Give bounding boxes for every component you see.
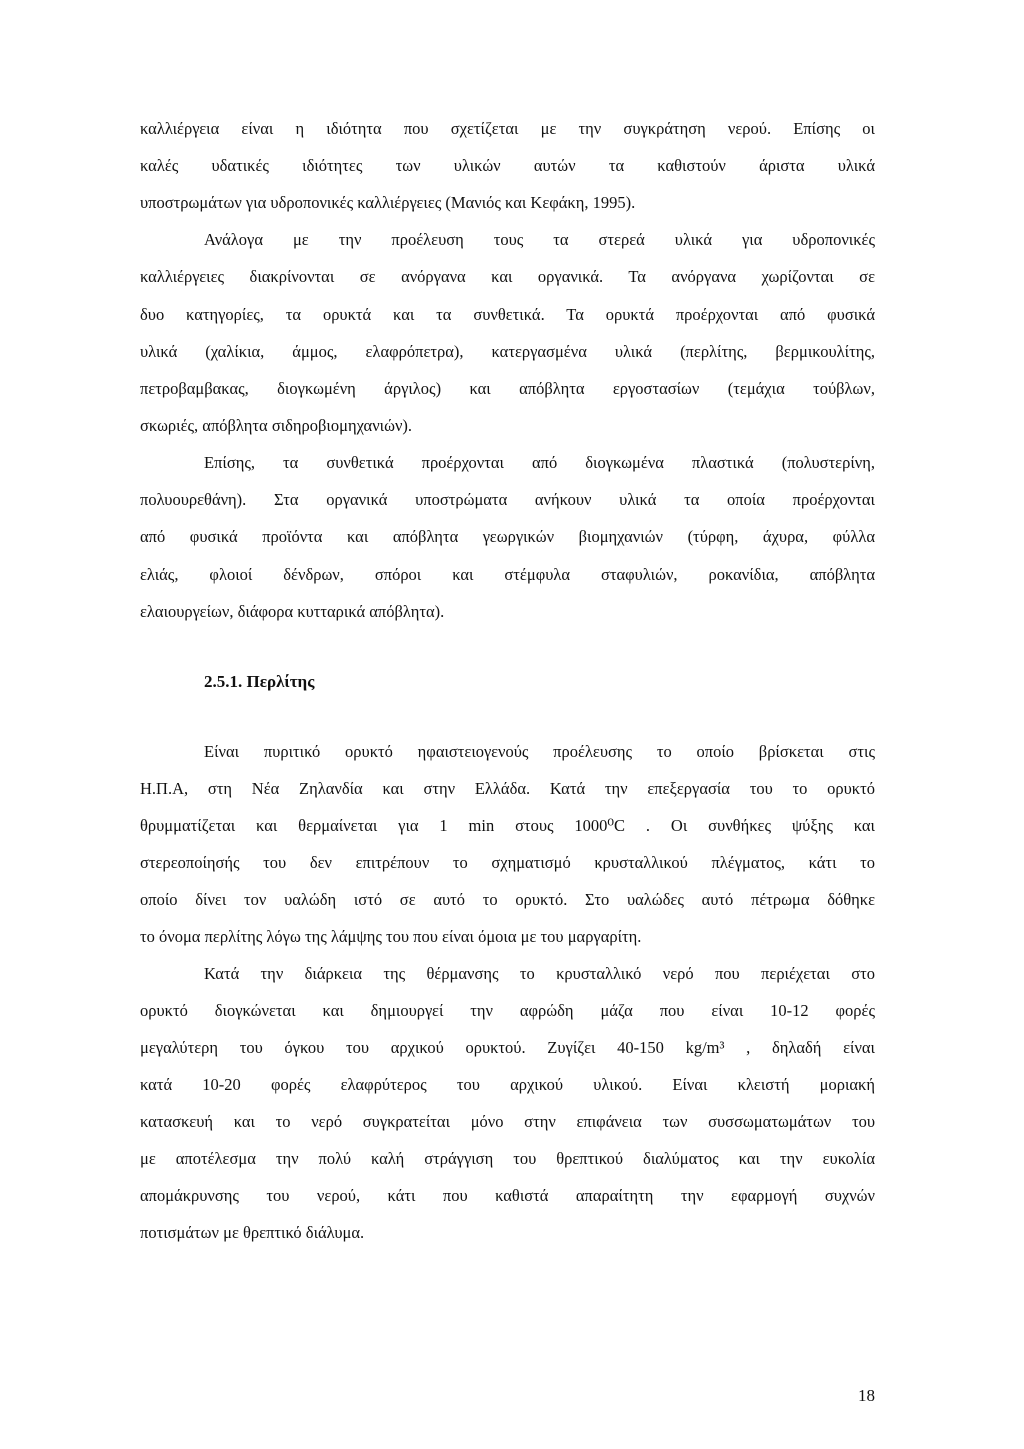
body-line: από φυσικά προϊόντα και απόβλητα γεωργικών βιομηχανιών (τύρφη, άχυρα, φύλλα xyxy=(140,527,875,546)
body-line: υλικά (χαλίκια, άμμος, ελαφρόπετρα), κατεργασμένα υλικά (περλίτης, βερμικουλίτης, xyxy=(140,342,875,361)
body-line: δυο κατηγορίες, τα ορυκτά και τα συνθετικά. Τα ορυκτά προέρχονται από φυσικά xyxy=(140,305,875,324)
body-line: Κατά την διάρκεια της θέρμανσης το κρυσταλλικό νερό που περιέχεται στο xyxy=(204,964,875,983)
body-line: απομάκρυνσης του νερού, κάτι που καθιστά απαραίτητη την εφαρμογή συχνών xyxy=(140,1186,875,1205)
body-line: καλλιέργεια είναι η ιδιότητα που σχετίζεται με την συγκράτηση νερού. Επίσης οι xyxy=(140,119,875,138)
body-line: κατά 10-20 φορές ελαφρύτερος του αρχικού υλικού. Είναι κλειστή μοριακή xyxy=(140,1075,875,1094)
body-line: ελιάς, φλοιοί δένδρων, σπόροι και στέμφυλα σταφυλιών, ροκανίδια, απόβλητα xyxy=(140,565,875,584)
body-line: σκωριές, απόβλητα σιδηροβιομηχανιών). xyxy=(140,416,413,435)
body-line: με αποτέλεσμα την πολύ καλή στράγγιση του θρεπτικού διαλύματος και την ευκολία xyxy=(140,1149,875,1168)
body-line: στερεοποίησής του δεν επιτρέπουν το σχηματισμό κρυσταλλικού πλέγματος, κάτι το xyxy=(140,853,875,872)
body-line: καλές υδατικές ιδιότητες των υλικών αυτών τα καθιστούν άριστα υλικά xyxy=(140,156,875,175)
body-line: οποίο δίνει τον υαλώδη ιστό σε αυτό το ορυκτό. Στο υαλώδες αυτό πέτρωμα δόθηκε xyxy=(140,890,875,909)
body-line: Ανάλογα με την προέλευση τους τα στερεά υλικά για υδροπονικές xyxy=(204,230,875,249)
body-line: κατασκευή και το νερό συγκρατείται μόνο στην επιφάνεια των συσσωματωμάτων του xyxy=(140,1112,875,1131)
body-line: πετροβαμβακας, διογκωμένη άργιλος) και απόβλητα εργοστασίων (τεμάχια τούβλων, xyxy=(140,379,875,398)
body-line: Είναι πυριτικό ορυκτό ηφαιστειογενούς προέλευσης το οποίο βρίσκεται στις xyxy=(204,742,875,761)
body-line: θρυμματίζεται και θερμαίνεται για 1 min στους 1000⁰C . Οι συνθήκες ψύξης και xyxy=(140,816,875,835)
section-heading: 2.5.1. Περλίτης xyxy=(204,672,315,691)
body-line: ελαιουργείων, διάφορα κυτταρικά απόβλητα). xyxy=(140,602,445,621)
page-number: 18 xyxy=(858,1386,875,1405)
body-line: καλλιέργειες διακρίνονται σε ανόργανα και οργανικά. Τα ανόργανα χωρίζονται σε xyxy=(140,267,875,286)
body-line: υποστρωμάτων για υδροπονικές καλλιέργειες (Μανιός και Κεφάκη, 1995). xyxy=(140,193,636,212)
body-line: μεγαλύτερη του όγκου του αρχικού ορυκτού. Ζυγίζει 40-150 kg/m³ , δηλαδή είναι xyxy=(140,1038,875,1057)
body-line: το όνομα περλίτης λόγω της λάμψης του που είναι όμοια με του μαργαρίτη. xyxy=(140,927,642,946)
body-line: Επίσης, τα συνθετικά προέρχονται από διογκωμένα πλαστικά (πολυστερίνη, xyxy=(204,453,875,472)
body-line: πολυουρεθάνη). Στα οργανικά υποστρώματα ανήκουν υλικά τα οποία προέρχονται xyxy=(140,490,875,509)
body-line: ποτισμάτων με θρεπτικό διάλυμα. xyxy=(140,1223,365,1242)
body-line: Η.Π.Α, στη Νέα Ζηλανδία και στην Ελλάδα. Κατά την επεξεργασία του το ορυκτό xyxy=(140,779,875,798)
body-line: ορυκτό διογκώνεται και δημιουργεί την αφρώδη μάζα που είναι 10-12 φορές xyxy=(140,1001,875,1020)
